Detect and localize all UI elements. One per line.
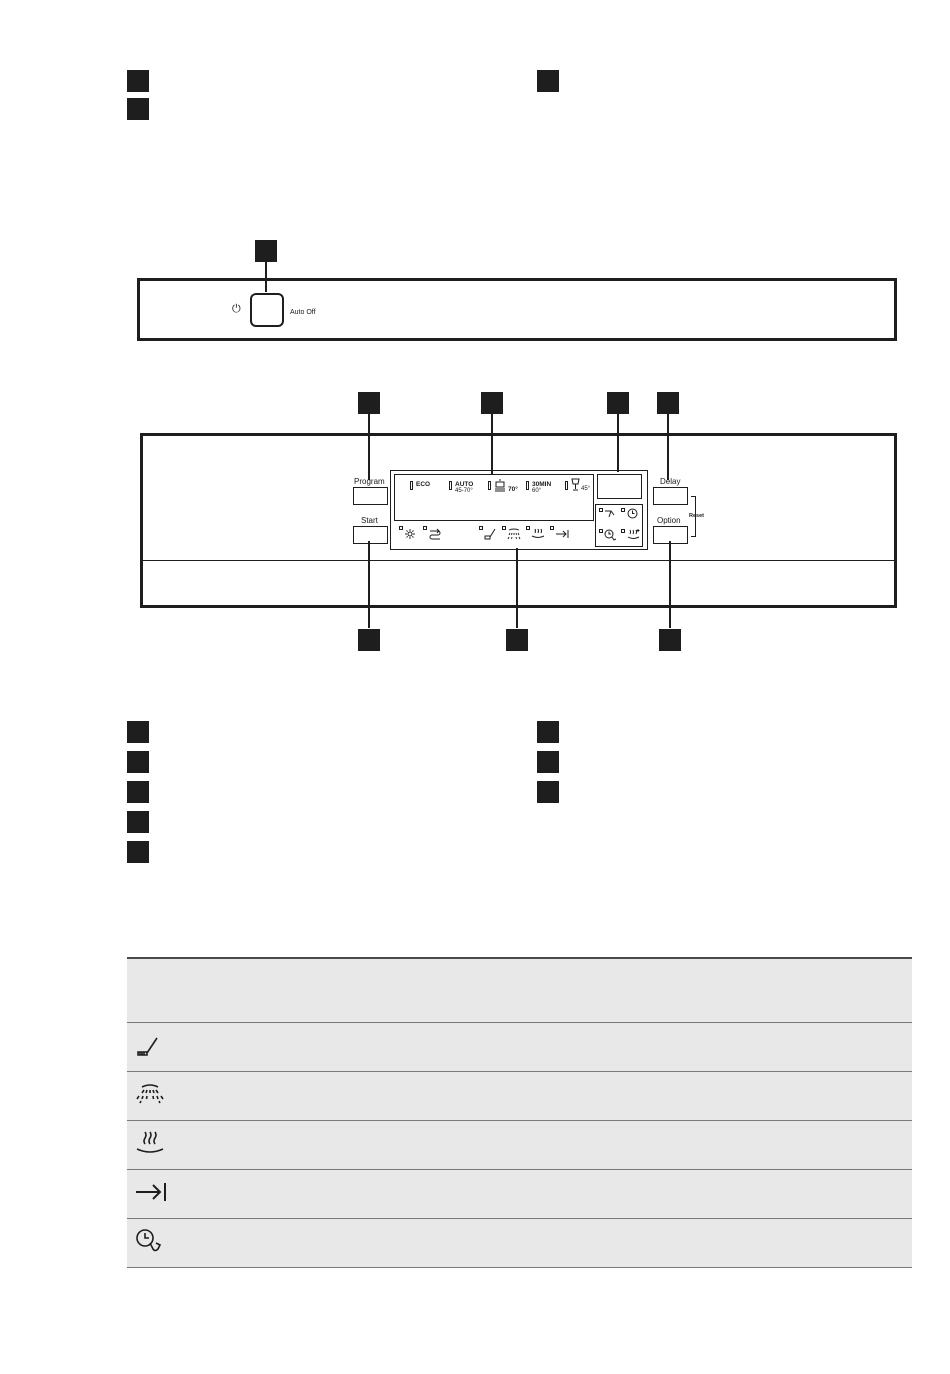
table-row [127, 1121, 912, 1170]
time-saver-clock-icon [133, 1227, 165, 1255]
callout-marker [255, 240, 277, 262]
programme-indicator [526, 481, 529, 490]
programme-auto: AUTO [455, 481, 474, 488]
callout-marker [358, 392, 380, 414]
panel-divider [143, 560, 894, 561]
delay-button[interactable] [653, 487, 688, 505]
start-label: Start [361, 516, 378, 525]
delay-label: Delay [660, 477, 681, 486]
table-row [127, 1219, 912, 1268]
indicator-dot [502, 526, 506, 530]
legend-marker [537, 721, 559, 743]
legend-marker [127, 98, 149, 120]
dry-icon [531, 528, 545, 540]
end-arrow-icon [133, 1180, 169, 1204]
legend-marker [537, 781, 559, 803]
time-saver-icon [604, 529, 617, 542]
legend-marker [127, 751, 149, 773]
start-button[interactable] [353, 526, 388, 544]
callout-marker [506, 629, 528, 651]
indicator-dot [526, 526, 530, 530]
legend-marker [127, 70, 149, 92]
programme-indicator [565, 481, 568, 490]
programme-30min-temp: 60° [532, 488, 542, 494]
callout-line [368, 541, 370, 628]
table-header-row [127, 958, 912, 1023]
table-row [127, 1072, 912, 1121]
programme-indicator [449, 481, 452, 490]
prewash-icon [484, 528, 496, 540]
callout-line [516, 548, 518, 628]
legend-marker [127, 721, 149, 743]
indicator-dot [621, 508, 625, 512]
on-off-button[interactable] [250, 293, 284, 327]
indicator-dot [621, 529, 625, 533]
prewash-brush-icon [133, 1032, 161, 1058]
clock-icon [627, 508, 638, 519]
rinse-aid-icon [604, 509, 616, 519]
reset-label: Reset [689, 513, 704, 519]
salt-icon [404, 528, 416, 540]
programme-auto-temp: 45-70° [455, 488, 473, 494]
indicator-box [595, 504, 643, 547]
legend-marker [127, 811, 149, 833]
programme-45: 45° [581, 486, 591, 492]
legend-marker [537, 751, 559, 773]
option-button[interactable] [653, 526, 688, 544]
display-area [390, 470, 648, 550]
program-label: Program [354, 477, 385, 486]
legend-marker [537, 70, 559, 92]
extra-dry-icon [626, 528, 641, 542]
indicator-dot [423, 526, 427, 530]
control-panel [140, 433, 897, 608]
indicator-dot [599, 529, 603, 533]
callout-marker [659, 629, 681, 651]
indicator-dot [599, 508, 603, 512]
power-icon: ⏻ [232, 303, 241, 315]
program-button[interactable] [353, 487, 388, 505]
end-icon [555, 529, 569, 539]
programme-eco: ECO [416, 481, 431, 488]
pot-icon [494, 478, 506, 492]
machine-care-icon [428, 528, 441, 540]
programme-strip [394, 474, 594, 521]
on-off-panel [137, 278, 897, 341]
callout-marker [657, 392, 679, 414]
callout-marker [481, 392, 503, 414]
table-row [127, 1170, 912, 1219]
washing-spray-icon [133, 1081, 167, 1107]
table-row [127, 1023, 912, 1072]
programme-30min: 30MIN [532, 481, 552, 488]
callout-marker [607, 392, 629, 414]
auto-off-label: Auto Off [290, 309, 316, 316]
callout-line [669, 541, 671, 628]
symbol-table [127, 957, 912, 1268]
wash-icon [507, 528, 521, 540]
option-label: Option [657, 516, 681, 525]
indicator-dot [479, 526, 483, 530]
legend-marker [127, 841, 149, 863]
indicator-dot [399, 526, 403, 530]
programme-70: 70° [508, 486, 518, 493]
programme-indicator [410, 481, 413, 490]
callout-marker [358, 629, 380, 651]
time-display [597, 474, 642, 499]
programme-indicator [488, 481, 491, 490]
legend-marker [127, 781, 149, 803]
indicator-dot [550, 526, 554, 530]
drying-steam-icon [133, 1129, 167, 1157]
glass-icon [571, 478, 580, 491]
